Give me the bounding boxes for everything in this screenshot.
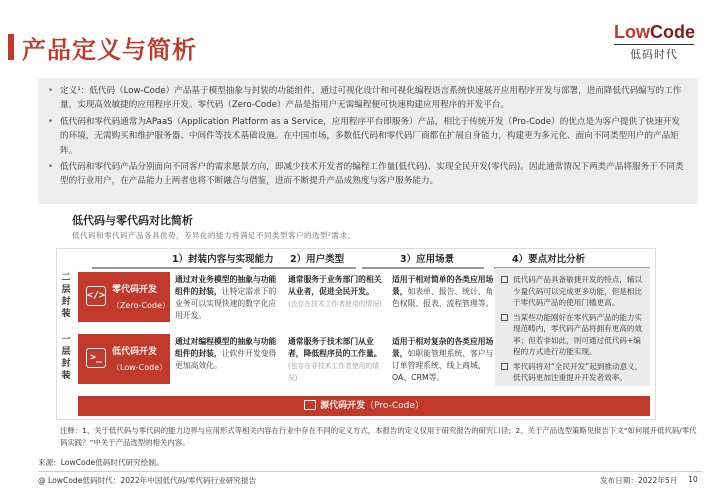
code-brackets-icon: </> [86,286,106,306]
side-label-one-layer: 一层封装 [61,335,71,381]
comparison-subtitle: 低代码和零代码产品各具优势，差异化的能力将满足不同类型客户的选型²需求。 [72,231,356,240]
row-name: 低代码开发 [112,347,158,357]
row-name-en: （Zero-Code） [112,301,170,310]
definition-item: • 低代码和零代码通常为APaaS（Application Platform as a Service，应用程序平台即服务）产品，相比于传统开发（Pro-Code）的优点是为客户提供了快速开发的环境，无需购买和维护服务器、中间件等技术基础设施。在中国市场，多数低代码和零代码厂商都在扩展自身能力，构建更为多元化、面向不同类型用户的产品矩阵。 [60,115,688,158]
checkbox-icon [501,314,508,321]
checkbox-icon [501,276,508,283]
analysis-panel [495,268,650,386]
column-header: 1）封装内容与实现能力 [172,254,274,265]
row-name-en: （Low-Code） [112,363,168,372]
header-divider [362,267,484,269]
cell-encapsulation: 通过对业务模型的抽象与功能组件的封装，让特定需求下的业务可以实现快速的数字化应用开发。 [175,275,277,320]
monitor-icon [304,400,316,410]
source-note: 来源：LowCode低码时代研究绘制。 [38,458,164,467]
column-header: 3）应用场景 [400,254,455,265]
definition-item: • 低代码和零代码产品分别面向不同客户的需求愿景方向，即减少技术开发者的编程工作量(低代码)、实现全民开发(零代码)。因此通常情况下两类产品将服务于不同类型的行业用户，在产品能力上两者也将不断融合与借鉴，进而不断提升产品成熟度与客户服务能力。 [60,160,688,189]
analysis-item: 零代码将对“全民开发”起到推动意义，低代码更加注重提升开发者效率。 [501,361,644,384]
logo-sub: 低码时代 [614,44,694,62]
footnote: 注释：1、关于低代码与零代码的能力边界与应用形式等相关内容在行业中存在不同的定义方式，本报告的定义仅用于研究报告的研究口径；2、关于产品选型策略见报告下文“如何展开低代码/零代码实践？”中关于产品选型的相关内容。 [60,426,697,447]
column-header: 2）用户类型 [290,254,345,265]
row-name: 零代码开发 [112,285,158,295]
logo-main-b: Code [650,22,695,42]
header-divider [92,267,242,269]
cell-scenario: 适用于相对复杂的各类应用场景，如职能管理系统、客户与订单管理系统、线上商城、OA、CRM等。 [392,337,494,382]
footer-copyright: @ LowCode低码时代：2022年中国低代码/零代码行业研究报告 [38,476,257,485]
header-divider [250,267,356,269]
definition-panel [38,78,698,204]
footer-date: 发布日期：2022年5月 [600,476,678,485]
logo-main-a: Low [614,22,650,42]
terminal-icon: >_ [86,348,106,368]
logo [614,22,694,62]
cell-user-type: 通常服务于业务部门的相关从业者，促进全民开发。 (也存在技术工作者使用的情况) [288,275,382,308]
low-code-block [78,334,170,384]
title-accent-bar [8,34,14,60]
cell-scenario: 适用于相对简单的各类应用场景，如表单、报告、统计、角色权限、报表、流程管理等。 [392,275,494,308]
side-label-two-layer: 二层封装 [61,273,71,319]
analysis-item: 低代码产品具备敏捷开发的特点，辅以少量代码可以完成更多功能，但是相比于零代码产品的使用门槛更高。 [501,274,644,309]
column-header: 4）要点对比分析 [512,254,586,265]
page-title: 产品定义与简析 [22,36,197,64]
page-number: 10 [688,475,698,484]
pro-code-label: 源代码开发 [320,401,366,411]
analysis-item: 当某些功能刚好在零代码产品的能力实现范畴内，零代码产品将拥有更高的效率；但若非如此，则可通过低代码+编程的方式进行功能实现。 [501,312,644,358]
cell-user-type: 通常服务于技术部门从业者，降低程序员的工作量。 (也存在非技术工作者使用的情况) [288,337,382,382]
footer-divider [38,471,702,472]
pro-code-bar [78,396,650,416]
cell-encapsulation: 通过对编程模型的抽象与功能组件的封装，让软件开发变得更加高效化。 [175,337,277,370]
definition-item: • 定义¹：低代码（Low-Code）产品基于模型抽象与封装的功能组件，通过可视化设计和可视化编程语言系统快速展开应用程序开发与部署，进而降低代码编写的工作量，实现高效敏捷的应用程序开发。零代码（Zero-Code）产品是指用户无需编程便可快速构建应用程序的开发平台。 [60,84,688,113]
checkbox-icon [501,363,508,370]
comparison-title: 低代码与零代码对比简析 [72,214,193,227]
zero-code-block [78,272,170,322]
pro-code-en: （Pro-Code） [365,401,424,411]
